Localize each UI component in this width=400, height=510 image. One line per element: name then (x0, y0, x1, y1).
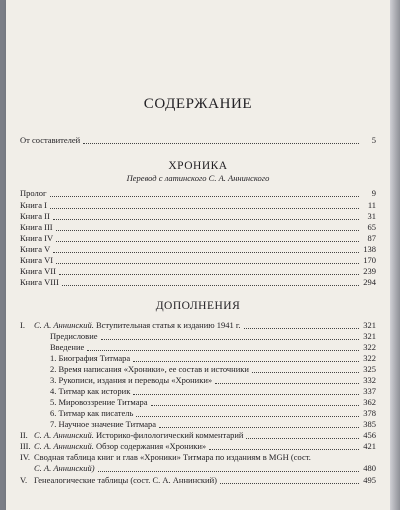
leader-dots (136, 415, 359, 417)
toc-page: 421 (363, 441, 376, 451)
toc-row-sub-1 (20, 353, 376, 364)
roman-numeral: II. (20, 430, 28, 440)
toc-label: Книга IV (20, 233, 54, 243)
roman-numeral: V. (20, 475, 28, 485)
toc-page: 294 (363, 277, 376, 287)
leader-dots (209, 448, 359, 450)
leader-dots (246, 437, 359, 439)
leader-dots (56, 229, 359, 231)
leader-dots (56, 262, 359, 264)
toc-row-book-8 (20, 277, 376, 288)
toc-row-addition-1 (20, 320, 376, 331)
leader-dots (50, 207, 359, 209)
toc-row-book-4 (20, 233, 376, 244)
toc-label: Генеалогические таблицы (сост. С. А. Аннинский) (34, 475, 217, 485)
toc-label-text: Историко-филологический комментарий (95, 430, 244, 440)
toc-page: 9 (371, 188, 376, 198)
toc-row-book-7 (20, 266, 376, 277)
toc-label: 3. Рукописи, издания и переводы «Хроники» (50, 375, 213, 385)
toc-label: 5. Мировоззрение Титмара (50, 397, 148, 407)
toc-row-intro (20, 135, 376, 146)
toc-row-book-1 (20, 200, 376, 211)
toc-row-book-2 (20, 211, 376, 222)
toc-page: 325 (363, 364, 376, 374)
toc-page: 65 (367, 222, 376, 232)
leader-dots (53, 251, 359, 253)
toc-label (34, 320, 241, 331)
section-title-additions: ДОПОЛНЕНИЯ (155, 300, 241, 312)
toc-label: Сводная таблица книг и глав «Хроники» Титмара по изданиям в MGH (сост. (34, 452, 311, 462)
leader-dots (159, 426, 359, 428)
leader-dots (83, 142, 359, 144)
leader-dots (220, 482, 359, 484)
toc-label: Книга VIII (20, 277, 59, 287)
toc-label: 2. Время написания «Хроники», ее состав и источники (50, 364, 249, 374)
roman-numeral: III. (20, 441, 31, 451)
toc-page: 87 (367, 233, 376, 243)
toc-page: 322 (363, 342, 376, 352)
leader-dots (98, 470, 359, 472)
toc-label: Книга VI (20, 255, 54, 265)
toc-label: Введение (50, 342, 85, 352)
toc-page: 321 (363, 320, 376, 330)
toc-label: 1. Биография Титмара (50, 353, 131, 363)
toc-page: 138 (363, 244, 376, 254)
leader-dots (314, 460, 359, 461)
toc-label: Книга I (20, 200, 47, 210)
leader-dots (133, 360, 359, 362)
toc-label (34, 441, 206, 452)
toc-page: 362 (363, 397, 376, 407)
leader-dots (53, 218, 359, 220)
leader-dots (62, 284, 359, 286)
toc-label-text: Обзор содержания «Хроники» (95, 441, 207, 451)
toc-row-sub-2 (20, 364, 376, 375)
page-title: СОДЕРЖАНИЕ (143, 96, 253, 112)
toc-page: 170 (363, 255, 376, 265)
toc-label: 7. Научное значение Титмара (50, 419, 157, 429)
toc-page: 31 (367, 211, 376, 221)
toc-row-sub-6 (20, 408, 376, 419)
author-name: С. А. Аннинский. (34, 320, 94, 330)
leader-dots (133, 393, 359, 395)
section-title-chronicle: ХРОНИКА (168, 160, 228, 172)
toc-label: Книга II (20, 211, 50, 221)
toc-page: 337 (363, 386, 376, 396)
toc-row-prologue (20, 188, 376, 199)
leader-dots (252, 371, 359, 373)
toc-row-addition-3 (20, 441, 376, 452)
toc-row-introduction (20, 342, 376, 353)
toc-page: 322 (363, 353, 376, 363)
toc-row-book-6 (20, 255, 376, 266)
toc-row-addition-5 (20, 475, 376, 486)
toc-page: 5 (371, 135, 376, 145)
author-name: С. А. Аннинский. (34, 441, 94, 451)
toc-label (34, 463, 95, 474)
toc-label: Книга VII (20, 266, 56, 276)
leader-dots (50, 195, 359, 197)
book-page (6, 0, 390, 510)
toc-label: Пролог (20, 188, 47, 198)
toc-label-text: Вступительная статья к изданию 1941 г. (95, 320, 241, 330)
toc-row-addition-4 (20, 452, 376, 463)
toc-page: 332 (363, 375, 376, 385)
author-name: С. А. Аннинский) (34, 463, 95, 473)
toc-row-foreword (20, 331, 376, 342)
toc-row-sub-5 (20, 397, 376, 408)
toc-label: 6. Титмар как писатель (50, 408, 134, 418)
roman-numeral: IV. (20, 452, 30, 462)
toc-page: 495 (363, 475, 376, 485)
leader-dots (244, 327, 359, 329)
author-name: С. А. Аннинский. (34, 430, 94, 440)
toc-page: 385 (363, 419, 376, 429)
leader-dots (101, 338, 359, 340)
toc-label: От составителей (20, 135, 81, 145)
toc-label: Книга V (20, 244, 51, 254)
toc-row-book-5 (20, 244, 376, 255)
toc-page: 321 (363, 331, 376, 341)
toc-page: 456 (363, 430, 376, 440)
toc-row-addition-4-cont (20, 463, 376, 474)
page-edge (390, 0, 400, 510)
toc-row-addition-2 (20, 430, 376, 441)
toc-row-book-3 (20, 222, 376, 233)
roman-numeral: I. (20, 320, 25, 330)
toc-label: Предисловие (50, 331, 98, 341)
toc-label (34, 430, 243, 441)
toc-label: 4. Титмар как историк (50, 386, 131, 396)
leader-dots (87, 349, 359, 351)
toc-label: Книга III (20, 222, 53, 232)
toc-page: 11 (367, 200, 376, 210)
toc-page: 480 (363, 463, 376, 473)
toc-row-sub-4 (20, 386, 376, 397)
toc-page: 239 (363, 266, 376, 276)
leader-dots (215, 382, 359, 384)
toc-row-sub-3 (20, 375, 376, 386)
leader-dots (56, 240, 359, 242)
leader-dots (151, 404, 359, 406)
toc-row-sub-7 (20, 419, 376, 430)
toc-page: 378 (363, 408, 376, 418)
leader-dots (59, 273, 359, 275)
section-subtitle-chronicle: Перевод с латинского С. А. Аннинского (126, 173, 270, 183)
